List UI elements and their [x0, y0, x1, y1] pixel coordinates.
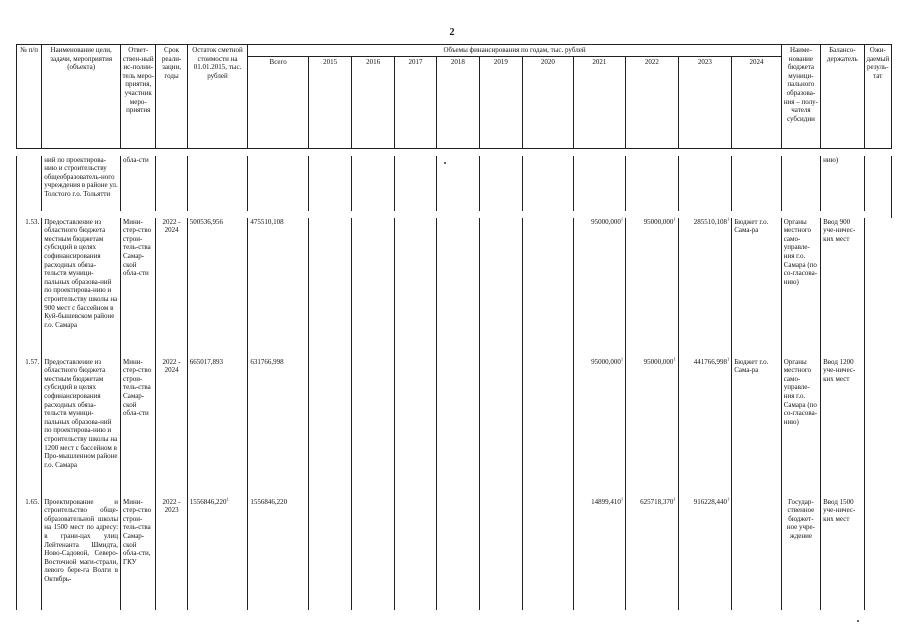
footnote-mark: 1 [620, 216, 624, 222]
term-cell: 2022 - 2023 [156, 498, 187, 610]
goal-cell: Предоставление из областного бюджета местным бюджетам субсидий в целях софинансирования расходных обяза-тельств муници-пальных образова-ний по проектирова-нию и строительству школы на 900 мест с бассейном в Куй-бышевском районе г.о. Самара [42, 218, 121, 358]
budget-cell: Бюджет г.о. Сама-ра [732, 358, 782, 498]
header-budget: Наиме-нование бюджета муници-пального образова-ния – полу-чателя субсидии [781, 45, 820, 149]
goal-cell: Проектирование и строительство обще-образовательной школы на 1500 мест по адресу: в грани-цах улиц Лейтенанта Шмидта, Ново-Садовой, Северо-Восточной маги-страли, левого бере-га Волги в Октябрь- [42, 498, 121, 610]
holder-cell: Органы местного само-управле-ния г.о. Самара (по со-гласова-нию) [781, 358, 820, 498]
rest-cell: 500536,956 [187, 218, 248, 358]
header-term: Срок реали-зации, годы [156, 45, 187, 149]
header-year: 2016 [352, 56, 394, 148]
total-cell: 475510,108 [248, 218, 309, 358]
header-year: 2020 [523, 56, 574, 148]
budget-cell: Бюджет г.о. Сама-ра [732, 218, 782, 358]
footnote-mark: 1 [620, 496, 624, 502]
header-year: 2015 [308, 56, 351, 148]
header-funding: Объемы финансирования по годам, тыс. рублей [248, 45, 781, 57]
executor-cell: обла-сти [121, 156, 156, 211]
header-total: Всего [248, 56, 309, 148]
header-year: 2022 [626, 56, 679, 148]
result-cell: Ввод 1500 уче-ничес-ких мест [821, 498, 864, 610]
footnote-mark: 1 [726, 356, 730, 362]
y2022-cell: 95000,000$^1$ [573, 358, 626, 498]
footnote-mark: 1 [673, 496, 676, 502]
footnote-mark: 1 [226, 496, 229, 502]
goal-cell: ний по проектирова-нию и строительству общеобразователь-ного учреждения в районе ул. Толстого г.о. Тольятти [42, 156, 121, 211]
y2023-cell: 95000,000$^1$ [626, 218, 679, 358]
num-cell: 1.57. [17, 358, 42, 498]
header-year: 2018 [437, 56, 479, 148]
y2024-cell: 916228,440$^1$ [678, 498, 732, 610]
header-year: 2023 [678, 56, 732, 148]
header-year: 2017 [394, 56, 436, 148]
result-cell: Ввод 900 уче-ничес-ких мест [821, 218, 864, 358]
table-row [17, 156, 892, 211]
num-cell: 1.53. [17, 218, 42, 358]
y2024-cell: 441766,998$^1$ [678, 358, 732, 498]
funding-table [16, 44, 892, 610]
header-remaining-cost: Остаток сметной стоимости на 01.01.2015, тыс. рублей [187, 45, 248, 149]
holder-cell: нию) [821, 156, 864, 211]
y2024-cell: 285510,108$^1$ [678, 218, 732, 358]
table-row [17, 218, 892, 358]
result-cell: Ввод 1200 уче-ничес-ких мест [821, 358, 864, 498]
page-number: 2 [449, 27, 455, 38]
footnote-mark: 1 [726, 216, 730, 222]
rest-cell: 665017,893 [187, 358, 248, 498]
executor-cell: Мини-стер-ство строи-тель-ства Самар-ской обла-сти, ГКУ [121, 498, 156, 610]
num-cell: 1.65. [17, 498, 42, 610]
budget-cell [732, 498, 782, 610]
footnote-mark: 1 [620, 356, 624, 362]
rest-cell: 1556846,220$^1$ [187, 498, 248, 610]
table-row [17, 498, 892, 610]
header-goal: Наименование цели, задачи, мероприятия (объекта) [42, 45, 121, 149]
total-cell: 631766,998 [248, 358, 309, 498]
y2023-cell: 95000,000$^1$ [626, 358, 679, 498]
total-cell: 1556846,220 [248, 498, 309, 610]
y2023-cell: 625718,370$^1$ [626, 498, 679, 610]
header-year: 2019 [479, 56, 522, 148]
header-year: 2021 [573, 56, 626, 148]
goal-cell: Предоставление из областного бюджета местным бюджетам субсидий в целях софинансирования расходных обяза-тельств муници-пальных образова-ний по проектирова-нию и строительству школы на 1200 мест с бассейном в Про-мышленном районе г.о. Самара [42, 358, 121, 498]
table-header [17, 45, 892, 149]
header-balance-holder: Балансо-держатель [821, 45, 864, 149]
footnote-mark: 1 [673, 356, 676, 362]
scan-speck [444, 162, 446, 164]
header-result: Ожи-даемый резуль-тат [864, 45, 891, 149]
holder-cell: Органы местного само-управле-ния г.о. Самара (по со-гласова-нию) [781, 218, 820, 358]
table-row [17, 358, 892, 498]
term-cell: 2022 - 2024 [156, 218, 187, 358]
scan-speck [857, 620, 859, 622]
header-year: 2024 [732, 56, 782, 148]
term-cell: 2022 - 2024 [156, 358, 187, 498]
header-executor: Ответ-ствен-ный ис-полни-тель меро-приятия, участник меро-приятия [121, 45, 156, 149]
y2022-cell: 14899,410$^1$ [573, 498, 626, 610]
executor-cell: Мини-стер-ство строи-тель-ства Самар-ской обла-сти [121, 358, 156, 498]
footnote-mark: 1 [726, 496, 730, 502]
header-num: № п/п [17, 45, 42, 149]
executor-cell: Мини-стер-ство строи-тель-ства Самар-ской обла-сти [121, 218, 156, 358]
y2022-cell: 95000,000$^1$ [573, 218, 626, 358]
holder-cell: Государ-ственное бюджет-ное учре-ждение [781, 498, 820, 610]
footnote-mark: 1 [673, 216, 676, 222]
